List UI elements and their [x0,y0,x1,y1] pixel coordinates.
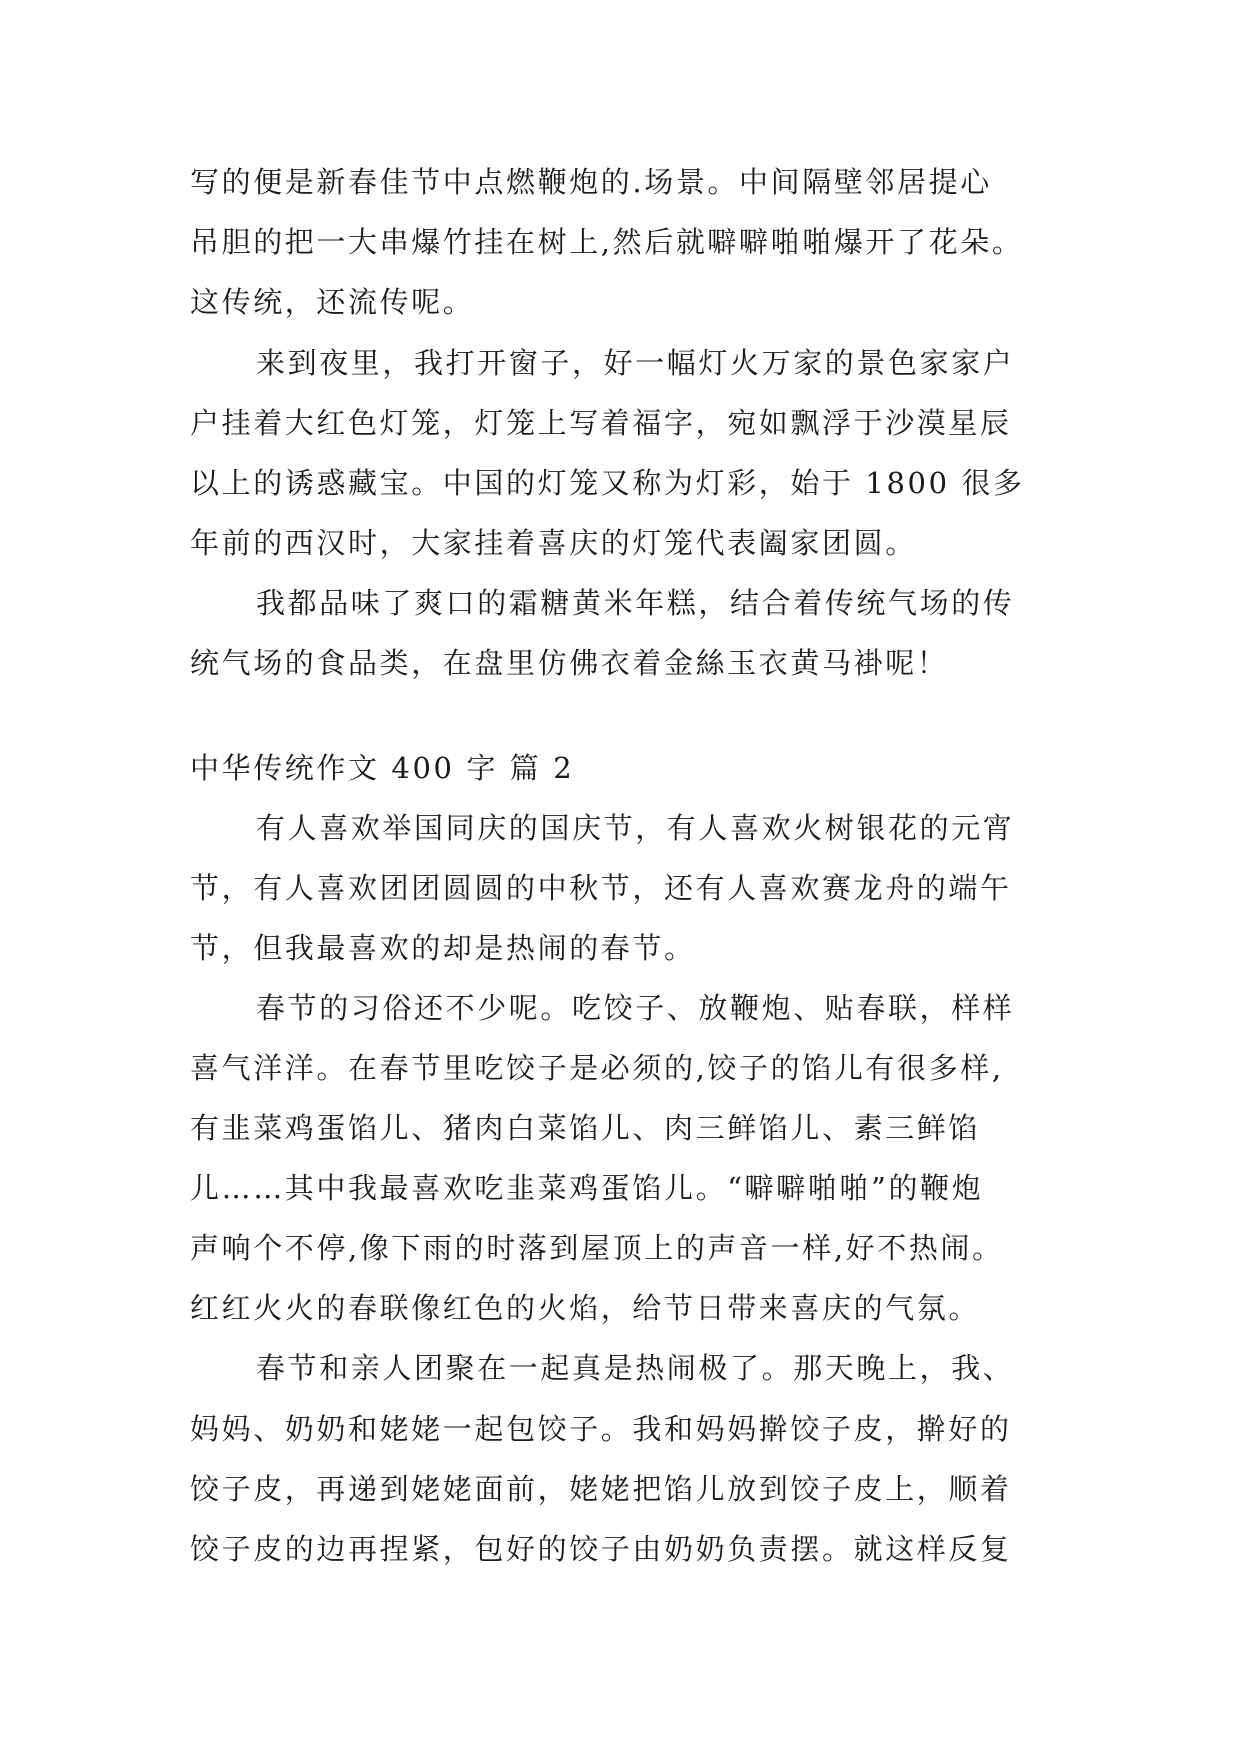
paragraph-line: 写的便是新春佳节中点燃鞭炮的.场景。中间隔壁邻居提心 [190,165,992,199]
paragraph-line: 儿……其中我最喜欢吃韭菜鸡蛋馅儿。“噼噼啪啪”的鞭炮 [190,1171,984,1205]
paragraph-line: 春节的习俗还不少呢。吃饺子、放鞭炮、贴春联，样样 [256,991,1015,1025]
paragraph-line: 声响个不停,像下雨的时落到屋顶上的声音一样,好不热闹。 [190,1231,1004,1265]
paragraph-line: 红红火火的春联像红色的火焰，给节日带来喜庆的气氛。 [190,1291,981,1325]
paragraph-line: 户挂着大红色灯笼，灯笼上写着福字，宛如飘浮于沙漠星辰 [190,406,1012,440]
section-heading: 中华传统作文 400 字 篇 2 [190,751,575,785]
paragraph-line: 来到夜里，我打开窗子，好一幅灯火万家的景色家家户 [256,346,1015,380]
paragraph-line: 统气场的食品类，在盘里仿佛衣着金絲玉衣黄马褂呢！ [190,646,949,680]
paragraph-line: 有韭菜鸡蛋馅儿、猪肉白菜馅儿、肉三鲜馅儿、素三鲜馅 [190,1111,981,1145]
paragraph-line: 春节和亲人团聚在一起真是热闹极了。那天晚上，我、 [256,1351,1015,1385]
paragraph-line: 这传统，还流传呢。 [190,285,475,319]
paragraph-line: 节，但我最喜欢的却是热闹的春节。 [190,931,696,965]
paragraph-line: 妈妈、奶奶和姥姥一起包饺子。我和妈妈擀饺子皮，擀好的 [190,1412,1012,1446]
paragraph-line: 有人喜欢举国同庆的国庆节，有人喜欢火树银花的元宵 [256,811,1015,845]
paragraph-line: 以上的诱惑藏宝。中国的灯笼又称为灯彩，始于 1800 很多 [190,466,1025,500]
paragraph-line: 我都品味了爽口的霜糖黄米年糕，结合着传统气场的传 [256,586,1015,620]
paragraph-line: 节，有人喜欢团团圆圆的中秋节，还有人喜欢赛龙舟的端午 [190,871,1012,905]
paragraph-line: 年前的西汉时，大家挂着喜庆的灯笼代表阖家团圆。 [190,526,917,560]
paragraph-line: 吊胆的把一大串爆竹挂在树上,然后就噼噼啪啪爆开了花朵。 [190,225,1024,259]
paragraph-line: 饺子皮，再递到姥姥面前，姥姥把馅儿放到饺子皮上，顺着 [190,1472,1012,1506]
paragraph-line: 喜气洋洋。在春节里吃饺子是必须的,饺子的馅儿有很多样, [190,1051,1004,1085]
paragraph-line: 饺子皮的边再捏紧，包好的饺子由奶奶负责摆。就这样反复 [190,1532,1012,1566]
